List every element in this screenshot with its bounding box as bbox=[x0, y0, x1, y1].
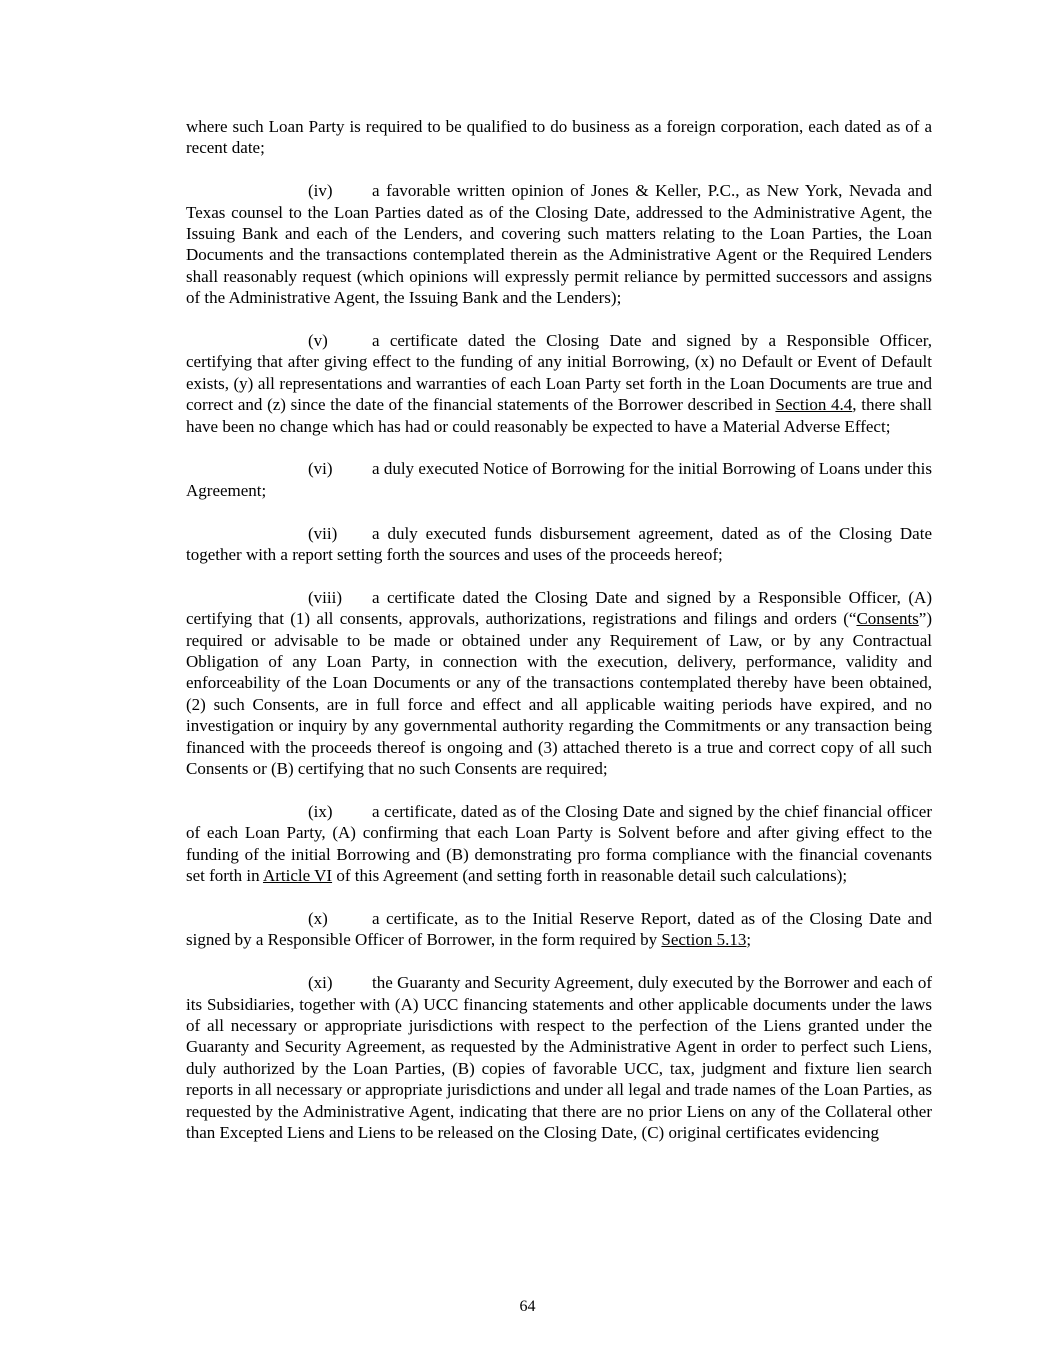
paragraph-ix bbox=[186, 801, 932, 887]
paragraph-number: (vii) bbox=[308, 523, 338, 543]
text-run: of this Agreement (and setting forth in reasonable detail such calculations); bbox=[332, 866, 848, 886]
paragraph-number: (viii) bbox=[308, 587, 342, 607]
paragraph-vi bbox=[186, 458, 932, 501]
section-reference: Section 4.4 bbox=[775, 395, 853, 415]
text-run: the Guaranty and Security Agreement, duly executed by the Borrower and each of its Subsidiaries, together with (A) UCC financing statements and other applicable documents under the laws of all necessary or appropriate jurisdictions with respect to the perfection of the Liens granted under the Guaranty and Security Agreement, as requested by the Administrative Agent in order to perfect such Liens, duly authorized by the Loan Parties, (B) copies of favorable UCC, tax, judgment and fixture lien search reports in all necessary or appropriate jurisdictions and under all legal and trade names of the Loan Parties, as requested by the Administrative Agent, indicating that there are no prior Liens on any of the Collateral other than Excepted Liens and Liens to be released on the Closing Date, (C) original certificates evidencing bbox=[186, 973, 932, 1142]
paragraph-continuation bbox=[186, 116, 932, 159]
text-run: a certificate dated the Closing Date and signed by a Responsible Officer, (A) certifying that (1) all consents, approvals, authorizations, registrations and filings and orders (“ bbox=[186, 587, 932, 629]
page-number: 64 bbox=[519, 1297, 536, 1315]
text-run: ; bbox=[746, 930, 752, 950]
section-reference: Section 5.13 bbox=[661, 930, 747, 950]
section-reference: Article VI bbox=[262, 866, 333, 886]
text-run: a certificate, dated as of the Closing Date and signed by the chief financial officer of each Loan Party, (A) confirming that each Loan Party is Solvent before and after giving effect to the funding of the initial Borrowing and (B) demonstrating pro forma compliance with the financial covenants set forth in bbox=[186, 801, 932, 886]
paragraph-v bbox=[186, 330, 932, 437]
text-run: where such Loan Party is required to be qualified to do business as a foreign corporation, each dated as of a recent date; bbox=[186, 117, 932, 158]
paragraph-vii bbox=[186, 523, 932, 566]
text-run: ”) required or advisable to be made or obtained under any Requirement of Law, or by any Contractual Obligation of any Loan Party, in connection with the execution, delivery, performance, validity and enforceability of the Loan Documents or any of the transactions contemplated thereby have been obtained, (2) such Consents, are in full force and effect and all applicable waiting periods have expired, and no investigation or inquiry by any governmental authority regarding the Commitments or any transaction being financed with the proceeds thereof is ongoing and (3) attached thereto is a true and correct copy of all such Consents or (B) certifying that no such Consents are required; bbox=[186, 609, 932, 779]
text-run: a certificate, as to the Initial Reserve Report, dated as of the Closing Date and signed by a Responsible Officer of Borrower, in the form required by bbox=[186, 908, 932, 950]
paragraph-viii bbox=[186, 587, 932, 780]
paragraph-number: (v) bbox=[308, 331, 328, 351]
paragraph-number: (xi) bbox=[308, 973, 333, 993]
text-run: a duly executed funds disbursement agreement, dated as of the Closing Date together with a report setting forth the sources and uses of the proceeds hereof; bbox=[186, 523, 932, 565]
paragraph-x bbox=[186, 908, 932, 951]
paragraph-number: (ix) bbox=[308, 801, 333, 821]
text-run: a favorable written opinion of Jones & Keller, P.C., as New York, Nevada and Texas counsel to the Loan Parties dated as of the Closing Date, addressed to the Administrative Agent, the Issuing Bank and each of the Lenders, and covering such matters relating to the Loan Parties, the Loan Documents and the transactions contemplated therein as the Administrative Agent or the Required Lenders shall reasonably request (which opinions will expressly permit reliance by permitted successors and assigns of the Administrative Agent, the Issuing Bank and the Lenders); bbox=[186, 181, 932, 308]
text-run: a certificate dated the Closing Date and signed by a Responsible Officer, certifying that after giving effect to the funding of any initial Borrowing, (x) no Default or Event of Default exists, (y) all representations and warranties of each Loan Party set forth in the Loan Documents are true and correct and (z) since the date of the financial statements of the Borrower described in bbox=[186, 331, 932, 415]
text-run: , there shall have been no change which has had or could reasonably be expected to have a Material Adverse Effect; bbox=[186, 395, 932, 436]
text-run: a duly executed Notice of Borrowing for the initial Borrowing of Loans under this Agreement; bbox=[186, 459, 932, 500]
paragraph-iv bbox=[186, 180, 932, 308]
paragraph-number: (x) bbox=[308, 908, 328, 928]
document-body bbox=[186, 116, 932, 1143]
paragraph-number: (iv) bbox=[308, 181, 333, 201]
paragraph-number: (vi) bbox=[308, 459, 333, 479]
defined-term: Consents bbox=[856, 609, 919, 629]
paragraph-xi bbox=[186, 972, 932, 1143]
